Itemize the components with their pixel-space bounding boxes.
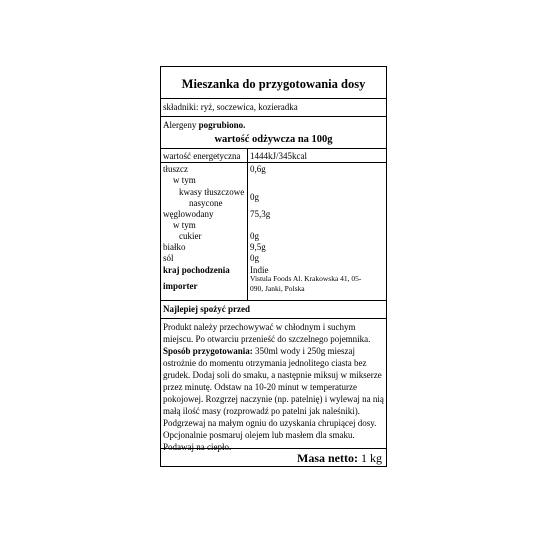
nutrition-row-value: 0,6g <box>250 164 266 174</box>
net-weight-value: 1 kg <box>358 451 382 465</box>
nutrition-row-value: 0g <box>250 192 259 202</box>
nutrition-heading: wartość odżywcza na 100g <box>214 134 333 145</box>
product-label <box>160 66 387 467</box>
nutrition-row-name: białko <box>163 242 186 252</box>
net-weight <box>297 451 382 466</box>
nutrition-row-name-line2: nasycone <box>189 198 223 208</box>
nutrition-row-name: cukier <box>179 231 202 241</box>
nutrition-row-name: węglowodany <box>163 209 214 219</box>
importer-label: importer <box>163 281 198 291</box>
origin-label: kraj pochodzenia <box>163 265 230 275</box>
divider <box>161 162 386 163</box>
nutrition-row-value: 1444kJ/345kcal <box>250 151 307 161</box>
divider <box>161 300 386 301</box>
storage-text: Produkt należy przechowywać w chłodnym i suchym miejscu. Po otwarciu przenieść do szczelnego pojemnika. <box>163 322 371 344</box>
nutrition-row-value: 0g <box>250 253 259 263</box>
nutrition-row-value: 75,3g <box>250 209 271 219</box>
divider <box>161 448 386 449</box>
allergens-text <box>163 120 245 130</box>
preparation-body: 350ml wody i 250g mieszaj ostrożnie do momentu otrzymania jednolitego ciasta bez grudek. Dodaj soli do smaku, a następnie miksuj w mikserze przez minutę. Odstaw na 10-20 minut w temperaturze pokojowej. Rozgrzej naczynie (np. patelnię) i wylewaj na nią małą ilość masy (rozprowadź po patelni jak naleśniki). Podgrzewaj na małym ogniu do uzyskania chrupiącej dosy. Opcjonalnie posmaruj olejem lub masłem dla smaku. Podawaj na ciepło. <box>163 346 384 452</box>
origin-value: Indie <box>250 265 269 275</box>
preparation-label: Sposób przygotowania: <box>163 346 253 356</box>
allergens-prefix: Alergeny <box>163 120 199 130</box>
nutrition-row-name: w tym <box>173 175 196 185</box>
divider <box>161 318 386 319</box>
importer-value-line1: Vistula Foods Al. Krakowska 41, 05- <box>250 274 362 283</box>
table-column-divider <box>247 148 248 300</box>
divider <box>161 116 386 117</box>
product-title: Mieszanka do przygotowania dosy <box>181 77 366 91</box>
nutrition-row-name: sól <box>163 253 174 263</box>
nutrition-row-value: 9,5g <box>250 242 266 252</box>
ingredients-text: składniki: ryż, soczewica, kozieradka <box>163 102 298 112</box>
divider <box>161 98 386 99</box>
preparation-text <box>163 345 385 453</box>
nutrition-row-name: wartość energetyczna <box>163 151 241 161</box>
nutrition-row-value: 0g <box>250 231 259 241</box>
net-weight-label: Masa netto: <box>297 451 358 465</box>
divider <box>161 148 386 149</box>
nutrition-row-name: kwasy tłuszczowe <box>179 187 245 197</box>
importer-value-line2: 090, Janki, Polska <box>250 284 305 293</box>
allergens-bold: pogrubiono. <box>198 120 246 130</box>
best-before-label: Najlepiej spożyć przed <box>163 304 250 314</box>
nutrition-row-name: w tym <box>173 220 196 230</box>
nutrition-row-name: tłuszcz <box>163 164 188 174</box>
